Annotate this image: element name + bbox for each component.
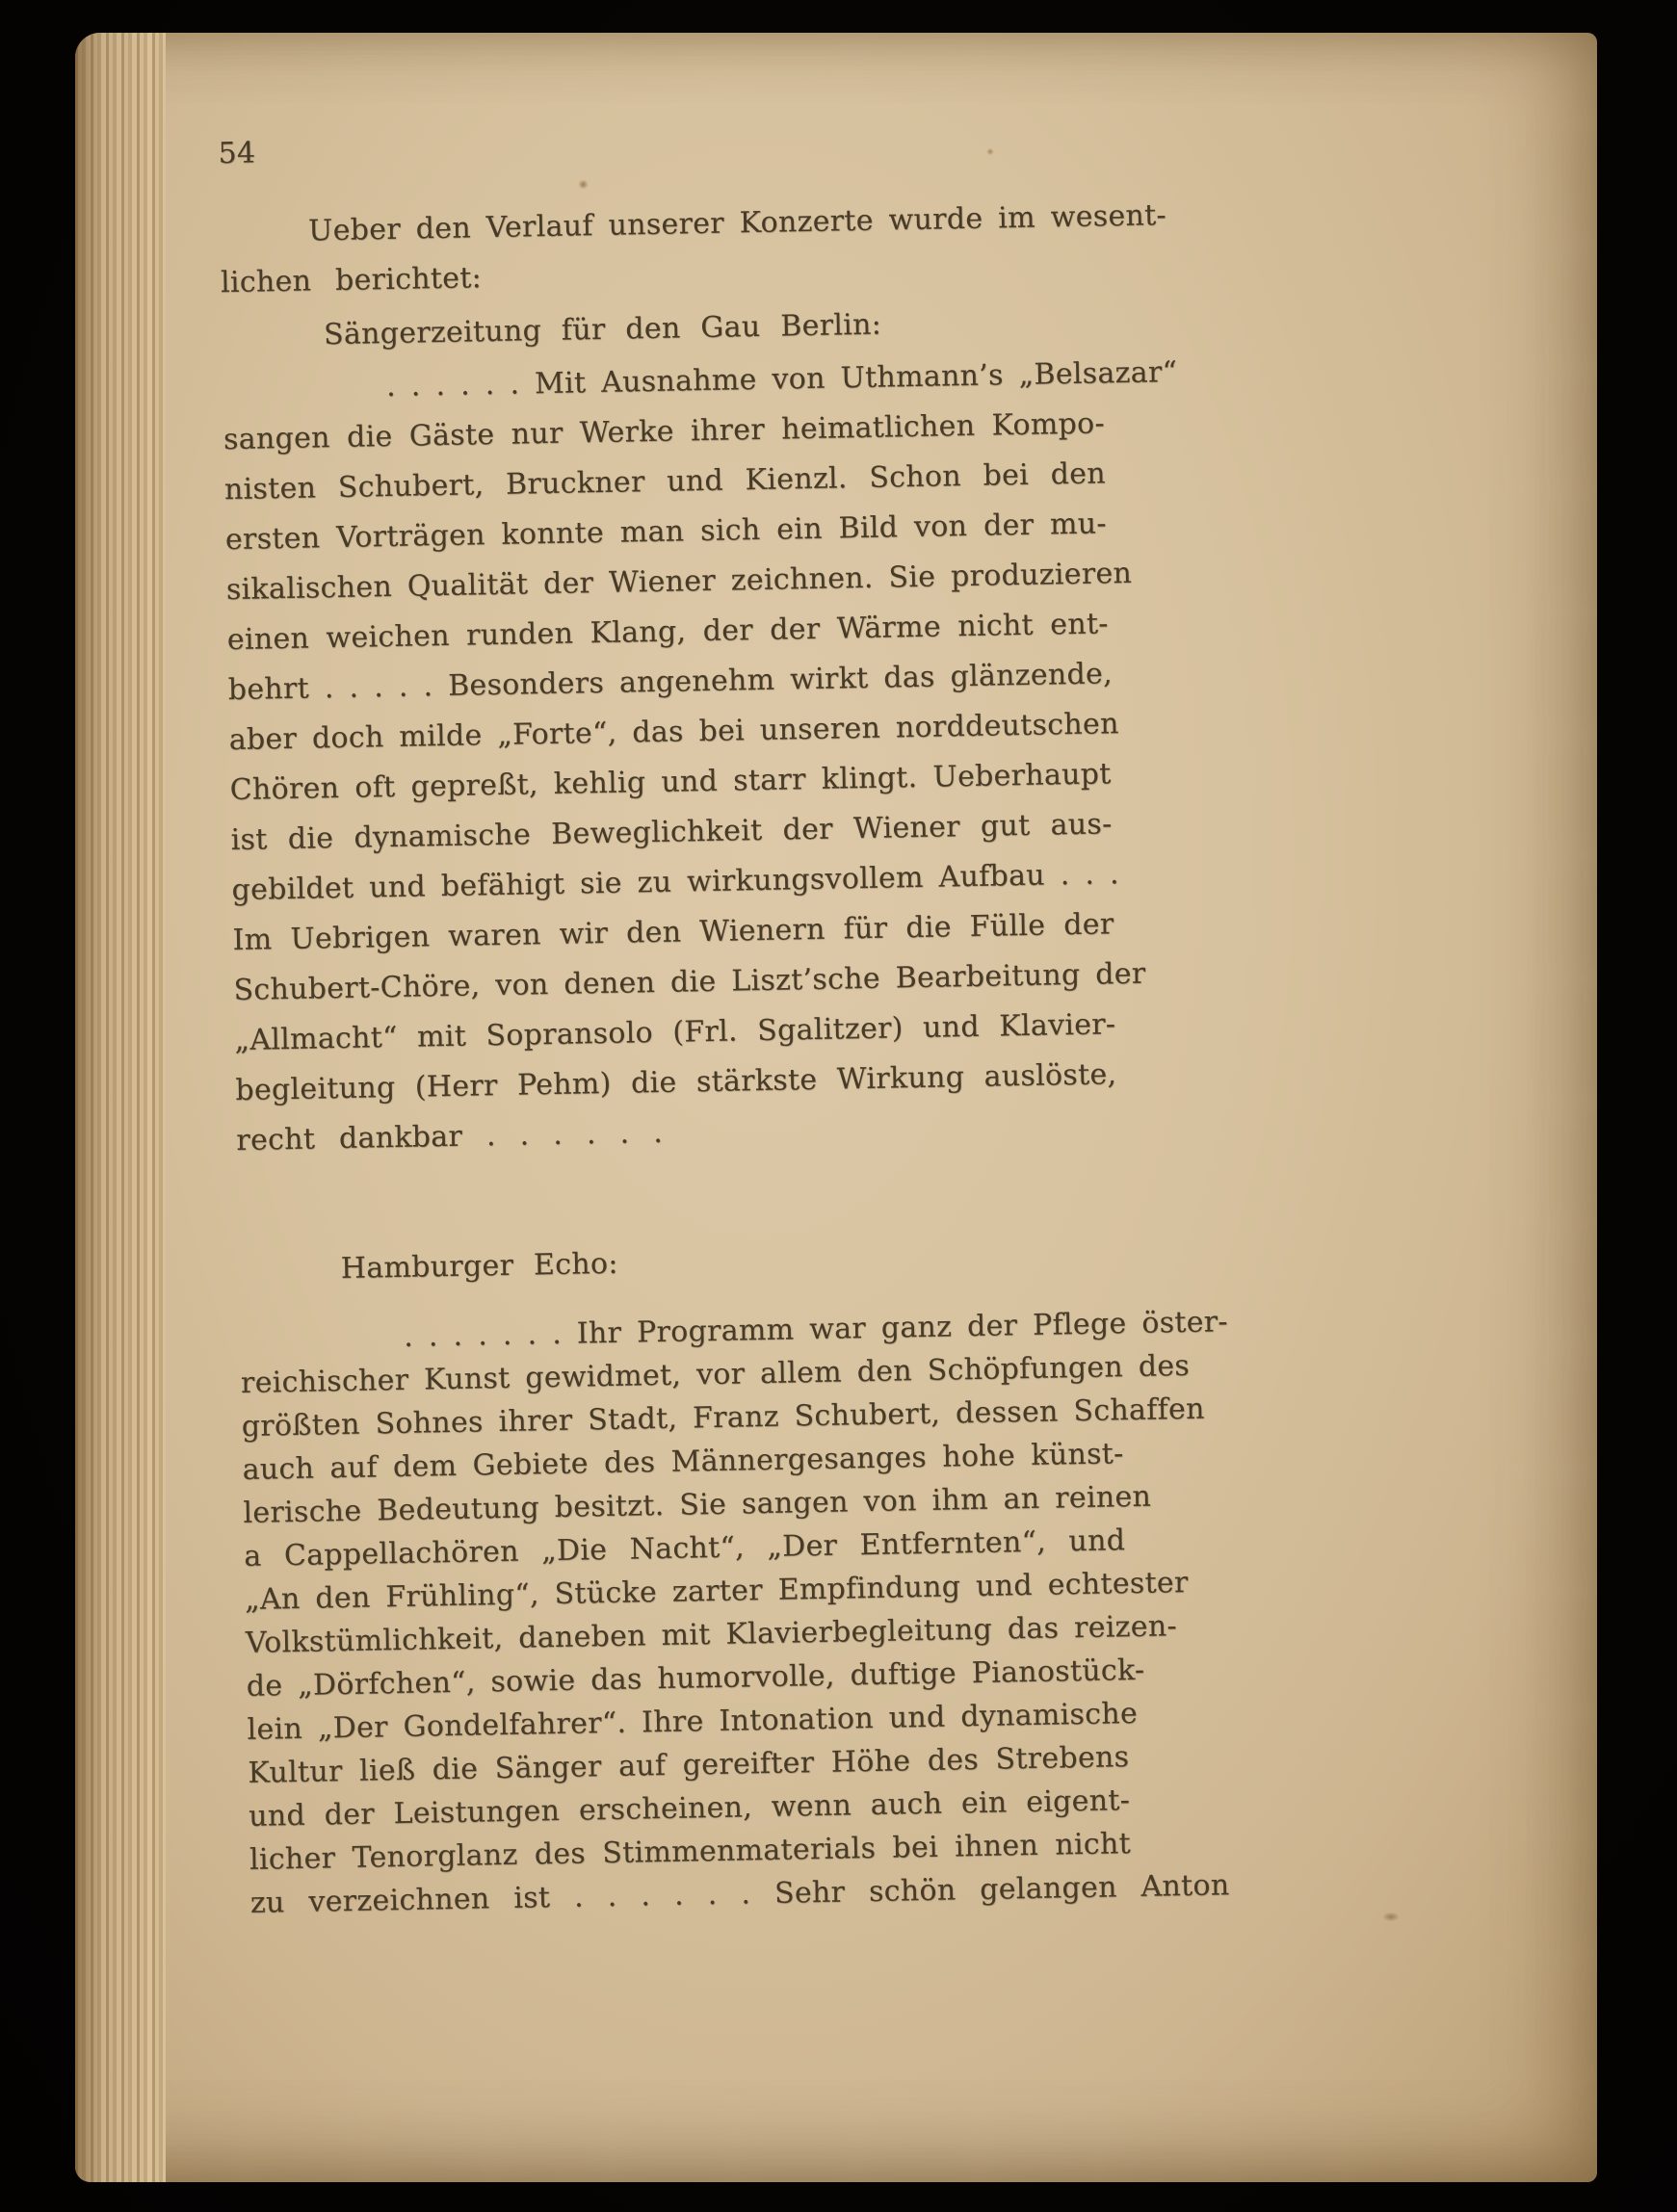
text-line: einen weichen runden Klang, der der Wärme nicht ent- — [226, 607, 1110, 658]
text-line: ist die dynamische Beweglichkeit der Wiener gut aus- — [230, 807, 1113, 858]
text-line: Im Uebrigen waren wir den Wienern für die Fülle der — [232, 907, 1114, 958]
section-heading: Sängerzeitung für den Gau Berlin: — [323, 307, 882, 352]
text-line: auch auf dem Gebiete des Männergesanges hohe künst- — [242, 1437, 1124, 1487]
text-line: nisten Schubert, Bruckner und Kienzl. Schon bei den — [223, 456, 1107, 507]
section-heading: Hamburger Echo: — [340, 1246, 619, 1287]
text-line: a Cappellachören „Die Nacht“, „Der Entfernten“, und — [243, 1523, 1126, 1574]
book-page — [75, 33, 1597, 2182]
text-line: licher Tenorglanz des Stimmenmaterials bei ihnen nicht — [249, 1827, 1132, 1877]
intro-paragraph — [220, 192, 1167, 308]
text-line: Volkstümlichkeit, daneben mit Klavierbegleitung das reizen- — [245, 1609, 1178, 1660]
text-line: lerische Bedeutung besitzt. Sie sangen von ihm an reinen — [243, 1479, 1152, 1530]
text-line: größten Sohnes ihrer Stadt, Franz Schubert, dessen Schaffen — [241, 1392, 1205, 1444]
text-line: reichischer Kunst gewidmet, vor allem den Schöpfungen des — [240, 1348, 1191, 1400]
text-line: Chören oft gepreßt, kehlig und starr klingt. Ueberhaupt — [229, 757, 1112, 808]
section-paragraph — [240, 1302, 1230, 1925]
paper-stain — [1383, 1913, 1399, 1921]
text-line: sangen die Gäste nur Werke ihrer heimatlichen Kompo- — [223, 406, 1106, 457]
text-line: „An den Frühling“, Stücke zarter Empfindung und echtester — [244, 1565, 1189, 1617]
text-line: Ueber den Verlauf unserer Konzerte wurde im wesent- — [307, 198, 1167, 248]
text-line: . . . . . . Mit Ausnahme von Uthmann’s „Belsazar“ — [385, 354, 1178, 404]
text-line: ersten Vorträgen konnte man sich ein Bild von der mu- — [224, 507, 1108, 558]
text-line: de „Dörfchen“, sowie das humorvolle, duftige Pianostück- — [246, 1652, 1145, 1704]
page-edges-strip — [75, 33, 166, 2182]
text-line: Schubert-Chöre, von denen die Liszt’sche Bearbeitung der — [233, 956, 1146, 1008]
text-line: und der Leistungen erscheinen, wenn auch ein eigent- — [248, 1783, 1131, 1834]
text-line: . . . . . . . Ihr Programm war ganz der Pflege öster- — [403, 1305, 1229, 1354]
text-line: sikalischen Qualität der Wiener zeichnen. Sie produzieren — [225, 556, 1133, 608]
page-content — [218, 120, 1230, 1924]
text-line: lichen berichtet: — [220, 261, 483, 300]
text-line: gebildet und befähigt sie zu wirkungsvollem Aufbau . . . — [231, 857, 1120, 908]
section-paragraph — [223, 349, 1178, 1166]
text-line: aber doch milde „Forte“, das bei unseren norddeutschen — [228, 707, 1119, 758]
page-number: 54 — [218, 136, 256, 171]
text-line: „Allmacht“ mit Sopransolo (Frl. Sgalitzer) und Klavier- — [234, 1007, 1116, 1058]
text-line: lein „Der Gondelfahrer“. Ihre Intonation und dynamische — [247, 1696, 1139, 1747]
text-line: behrt . . . . . Besonders angenehm wirkt das glänzende, — [227, 657, 1114, 708]
text-line: recht dankbar . . . . . . — [236, 1115, 664, 1158]
text-line: Kultur ließ die Sänger auf gereifter Höhe des Strebens — [248, 1740, 1130, 1790]
text-line: zu verzeichnen ist . . . . . . Sehr schön gelangen Anton — [249, 1868, 1230, 1920]
text-line: begleitung (Herr Pehm) die stärkste Wirkung auslöste, — [235, 1057, 1117, 1108]
